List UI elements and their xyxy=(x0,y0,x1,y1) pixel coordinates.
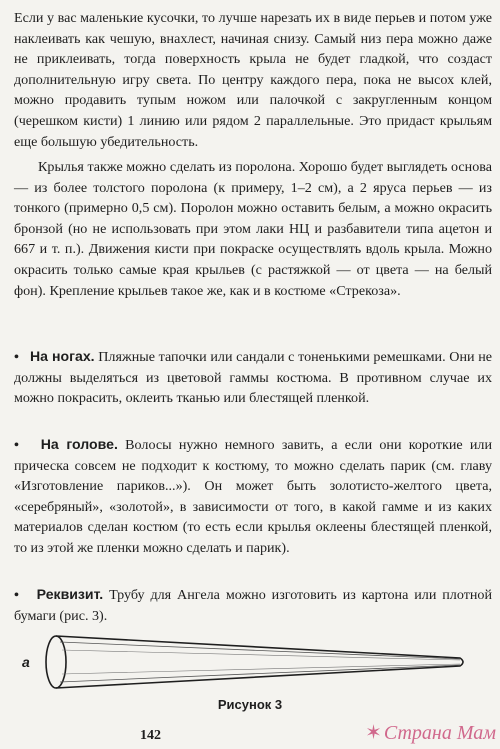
bullet-symbol: • xyxy=(14,587,19,603)
watermark-text: Страна Мам xyxy=(383,722,496,744)
paragraph-feathers: Если у вас маленькие кусочки, то лучше нарезать их в виде перьев и потом уже наклеивать как чешую, внахлест, начиная снизу. Самый низ пера можно даже не приклеивать, тогда поверхность крыла не будет гладкой, что создаст дополнительную игру света. По центру каждого пера, пока не высох клей, можно продавить тупым ножом или палочкой с закругленным концом (черешком кисти) 1 линию или рядом 2 параллельные. Это придаст крыльям еще большую убедительность. xyxy=(14,10,492,150)
bullet-heading: На ногах. xyxy=(29,348,95,364)
figure-label-letter: а xyxy=(22,654,30,670)
bullet-heading: Реквизит. xyxy=(36,586,104,602)
star-icon: ✶ xyxy=(365,722,382,744)
bullet-text: Трубу для Ангела можно изготовить из картона или плотной бумаги (рис. 3). xyxy=(14,587,492,624)
bullet-symbol: • xyxy=(14,349,19,365)
bullet-head-section xyxy=(14,434,492,559)
site-watermark xyxy=(365,720,496,745)
bullet-text: Пляжные тапочки или сандали с тоненькими ремешками. Они не должны выделяться из цветовой гаммы костюма. В противном случае их можно покрасить, оклеить тканью или блестящей пленкой. xyxy=(14,349,492,407)
page-number: 142 xyxy=(140,728,161,743)
bullet-props xyxy=(14,584,492,626)
trumpet-illustration xyxy=(20,630,480,690)
bullet-feet xyxy=(14,346,492,409)
figure-caption: Рисунок 3 xyxy=(217,697,283,712)
bullet-heading: На голове. xyxy=(40,436,118,452)
bullet-symbol: • xyxy=(14,437,19,453)
paragraph-foam-wings: Крылья также можно сделать из поролона. Хорошо будет выглядеть основа — из более толстого поролона (к примеру, 1–2 см), а 2 яруса перьев — из тонкого (примерно 0,5 см). Поролон можно оставить белым, а можно окрасить бронзой (но не использовать при этом лаки НЦ и разбавители типа ацетон и 667 и т. п.). Движения кисти при покраске осуществлять вдоль крыла. Можно окрасить только самые края крыльев (с растяжкой — от цвета — на белый фон). Крепление крыльев такое же, как и в костюме «Стрекоза». xyxy=(14,159,492,299)
bullet-text: Волосы нужно немного завить, а если они короткие или прическа совсем не подходит к костюму, то можно сделать парик (см. главу «Изготовление париков...»). Он может быть золотисто-желтого цвета, «серебряный», «золотой», в зависимости от того, в какой гамме и из каких материалов сделан костюм (то есть если крылья оклеены блестящей пленкой, то из этой же пленки можно сделать и парик). xyxy=(14,437,493,556)
